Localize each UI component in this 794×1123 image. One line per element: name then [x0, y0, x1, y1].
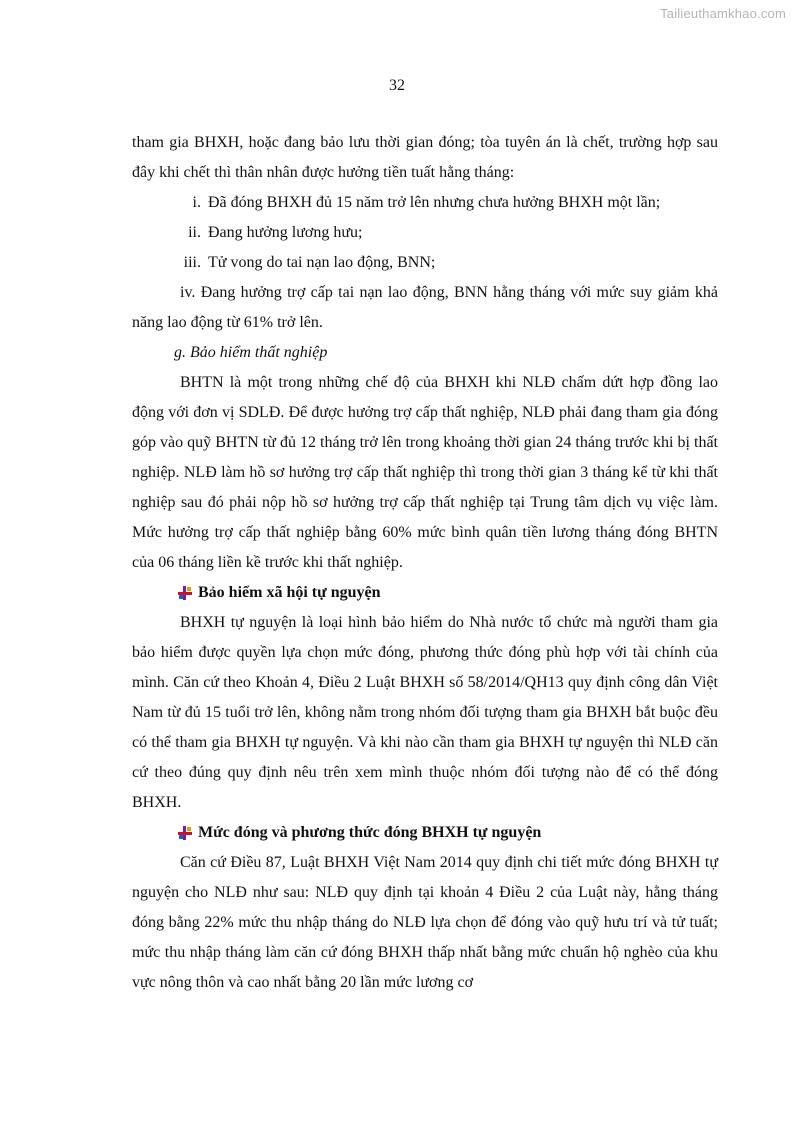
list-item [132, 218, 718, 248]
bullet-plus-icon [178, 826, 192, 840]
section-g-title: g. Bảo hiểm thất nghiệp [174, 344, 328, 361]
list-item-number: ii. [188, 224, 201, 241]
list-item-text: Tử vong do tai nạn lao động, BNN; [208, 254, 436, 271]
intro-paragraph: tham gia BHXH, hoặc đang bảo lưu thời gian đóng; tòa tuyên án là chết, trường hợp sau đây khi chết thì thân nhân được hưởng tiền tuất hằng tháng: [132, 134, 718, 181]
list-item-iv [132, 278, 718, 338]
heading-text: Mức đóng và phương thức đóng BHXH tự nguyện [198, 824, 542, 841]
list-item-text: Đã đóng BHXH đủ 15 năm trở lên nhưng chưa hưởng BHXH một lần; [208, 194, 661, 211]
list-item-number: i. [192, 194, 201, 211]
voluntary-insurance-paragraph: BHXH tự nguyện là loại hình bảo hiểm do Nhà nước tổ chức mà người tham gia bảo hiểm được quyền lựa chọn mức đóng, phương thức đóng phù hợp với tài chính của mình. Căn cứ theo Khoản 4, Điều 2 Luật BHXH số 58/2014/QH13 quy định công dân Việt Nam từ đủ 15 tuổi trở lên, không nằm trong nhóm đối tượng tham gia BHXH bắt buộc đều có thể tham gia BHXH tự nguyện. Và khi nào cần tham gia BHXH tự nguyện thì NLĐ căn cứ theo đúng quy định nêu trên xem mình thuộc nhóm đối tượng nào để có thể đóng BHXH. [132, 614, 718, 811]
page-number: 32 [389, 77, 405, 94]
contribution-paragraph: Căn cứ Điều 87, Luật BHXH Việt Nam 2014 quy định chi tiết mức đóng BHXH tự nguyện cho NLĐ như sau: NLĐ quy định tại khoản 4 Điều 2 của Luật này, hằng tháng đóng bằng 22% mức thu nhập tháng do NLĐ lựa chọn để đóng vào quỹ hưu trí và tử tuất; mức thu nhập tháng làm căn cứ đóng BHXH thấp nhất bằng mức chuẩn hộ nghèo của khu vực nông thôn và cao nhất bằng 20 lần mức lương cơ [132, 854, 718, 991]
list-item [132, 248, 718, 278]
section-g-paragraph: BHTN là một trong những chế độ của BHXH khi NLĐ chấm dứt hợp đồng lao động với đơn vị SDLĐ. Để được hưởng trợ cấp thất nghiệp, NLĐ phải đang tham gia đóng góp vào quỹ BHTN từ đủ 12 tháng trở lên trong khoảng thời gian 24 tháng trước khi bị thất nghiệp. NLĐ làm hồ sơ hưởng trợ cấp thất nghiệp thì trong thời gian 3 tháng kể từ khi thất nghiệp sau đó phải nộp hồ sơ hưởng trợ cấp thất nghiệp tại Trung tâm dịch vụ việc làm. Mức hưởng trợ cấp thất nghiệp bằng 60% mức bình quân tiền lương tháng đóng BHTN của 06 tháng liền kề trước khi thất nghiệp. [132, 374, 718, 571]
list-item-number: iv. [180, 284, 196, 301]
list-item-text: Đang hưởng lương hưu; [208, 224, 363, 241]
watermark: Tailieuthamkhao.com [660, 6, 786, 21]
contribution-heading [132, 818, 718, 848]
voluntary-insurance-heading [132, 578, 718, 608]
bullet-plus-icon [178, 586, 192, 600]
list-item-text: Đang hưởng trợ cấp tai nạn lao động, BNN hằng tháng với mức suy giảm khả năng lao động từ 61% trở lên. [132, 284, 719, 331]
heading-text: Bảo hiểm xã hội tự nguyện [198, 584, 381, 601]
list-item [132, 188, 718, 218]
list-item-number: iii. [183, 254, 201, 271]
document-body [132, 128, 718, 998]
